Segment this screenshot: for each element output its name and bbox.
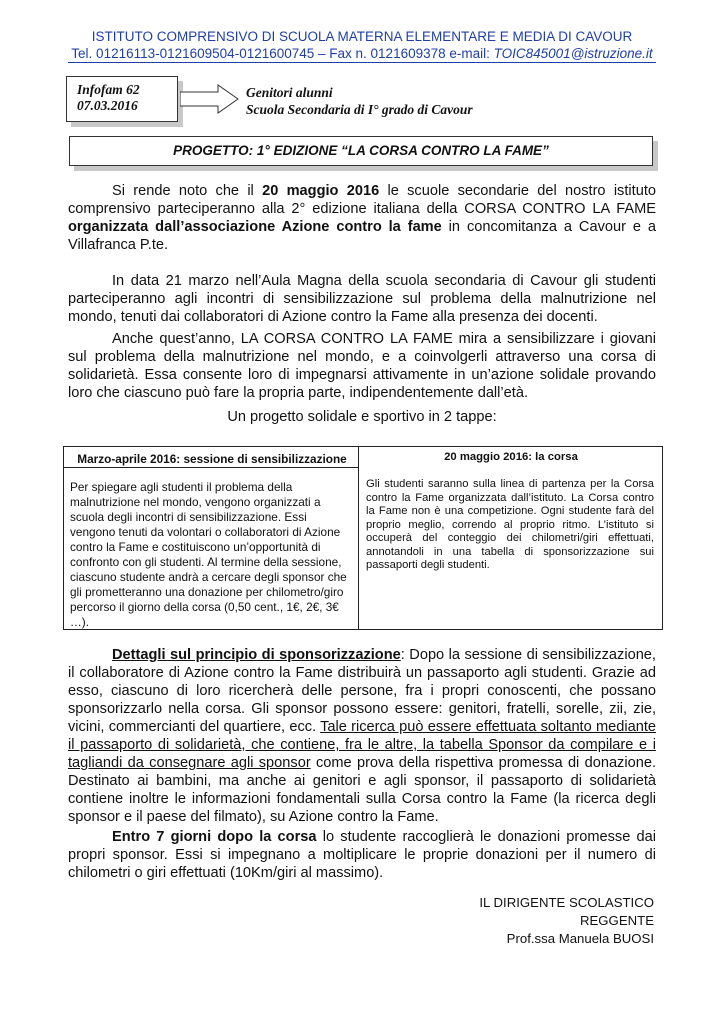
p6-bold: Entro 7 giorni dopo la corsa xyxy=(112,829,317,845)
p5-title: Dettagli sul principio di sponsorizzazione xyxy=(112,647,401,663)
table-column-divider xyxy=(358,447,359,629)
infofam-number: Infofam 62 xyxy=(77,82,140,97)
school-name: ISTITUTO COMPRENSIVO DI SCUOLA MATERNA ELEMENTARE E MEDIA DI CAVOUR xyxy=(91,29,633,44)
recipients-line-1: Genitori alunni xyxy=(246,85,333,100)
stages-table xyxy=(63,446,663,630)
p6-text: lo studente raccoglierà le donazioni promesse dai propri sponsor. Essi si impegnano a moltiplicare le proprie donazioni per il numero di chilometri o giri effettuati (10Km/giri al massimo). xyxy=(68,829,657,881)
p1-date: 20 maggio 2016 xyxy=(262,183,380,199)
stages-intro: Un progetto solidale e sportivo in 2 tappe: xyxy=(227,409,497,425)
p1-text-c: in concomitanza a Cavour e a Villafranca P.te. xyxy=(68,219,657,253)
paragraph-meeting xyxy=(68,272,656,326)
infofam-box xyxy=(66,76,178,122)
p1-text-a: Si rende noto che il xyxy=(112,183,263,199)
paragraph-announcement xyxy=(68,182,656,254)
signature-name: Prof.ssa Manuela BUOSI xyxy=(506,931,654,946)
p3-text: Anche quest’anno, LA CORSA CONTRO LA FAME mira a sensibilizzare i giovani sul problema della malnutrizione nel mondo, e a coinvolgerli attraverso una corsa di solidarietà. Essa consente loro di impegnarsi attivamente in un’azione solidale provando loro che ciascuno può fare la propria parte, indipendentemente dall’età. xyxy=(68,331,656,401)
table-header-rule xyxy=(64,467,358,468)
recipients-line-2: Scuola Secondaria di I° grado di Cavour xyxy=(246,102,473,117)
p2-text: In data 21 marzo nell’Aula Magna della scuola secondaria di Cavour gli studenti parteciperanno agli incontri di sensibilizzazione sul problema della malnutrizione nel mondo, tenuti dai collaboratori di Azione contro la Fame alla presenza dei docenti. xyxy=(68,273,656,325)
p1-organizer: organizzata dall’associazione Azione contro la fame xyxy=(68,219,442,235)
arrow-right-icon xyxy=(180,84,240,114)
project-title: PROGETTO: 1° EDIZIONE “LA CORSA CONTRO LA FAME” xyxy=(69,136,653,166)
signature-role: IL DIRIGENTE SCOLASTICO REGGENTE xyxy=(479,895,654,928)
contact-numbers: Tel. 01216113-0121609504-0121600745 – Fax n. 0121609378 e-mail: xyxy=(71,46,494,61)
infofam-date: 07.03.2016 xyxy=(77,98,138,113)
letterhead xyxy=(0,28,724,62)
paragraph-donations xyxy=(68,828,656,882)
school-contacts xyxy=(0,45,724,62)
p5-text-a: : Dopo la sessione di sensibilizzazione, il collaboratore di Azione contro la Fame distribuirà un passaporto agli studenti. Grazie ad esso, ciascuno di loro ricercherà delle persone, fra i propri conoscenti, che possano sponsorizzarlo nella corsa. Gli sponsor possono essere: genitori, fratelli, sorelle, zii, zie, vicini, commercianti del quartiere, ecc. xyxy=(68,647,656,735)
paragraph-sponsorship xyxy=(68,646,656,826)
paragraph-aim xyxy=(68,330,656,402)
stage-1-text: Per spiegare agli studenti il problema della malnutrizione nel mondo, vengono organizzati a scuola degli incontri di sensibilizzazione. Essi vengono tenuti da volontari o collaboratori di Azione contro la Fame e costituiscono un’opportunità di confronto con gli studenti. Al termine della sessione, ciascuno studente andrà a cercare degli sponsor che gli prometteranno una donazione per chilometro/giro percorso il giorno della corsa (0,50 cent., 1€, 2€, 3€ …). xyxy=(70,480,347,629)
stage-2-header: 20 maggio 2016: la corsa xyxy=(444,451,578,463)
recipients xyxy=(246,84,473,118)
header-divider xyxy=(68,62,656,63)
p5-text-b: come prova della rispettiva promessa di donazione. Destinato ai bambini, ma anche ai genitori e agli sponsor, il passaporto di solidarietà contiene inoltre le informazioni fondamentali sulla Corsa contro la Fame (la ricerca degli sponsor e il paese del filmato), su Azione contro la Fame. xyxy=(68,755,657,825)
signature-block xyxy=(410,894,654,948)
p1-text-b: le scuole secondarie del nostro istituto comprensivo parteciperanno alla 2° edizione italiana della CORSA CONTRO LA FAME xyxy=(68,183,656,217)
email-address: TOIC845001@istruzione.it xyxy=(493,46,653,61)
stage-2-text: Gli studenti saranno sulla linea di partenza per la Corsa contro la Fame organizzata dall’istituto. La Corsa contro la Fame non è una competizione. Ogni studente farà del proprio meglio, correndo al proprio ritmo. L’istituto si occuperà del conteggio dei chilometri/giri effettuati, annotandoli in una tabella di sponsorizzazione sui passaporti degli studenti. xyxy=(366,478,654,571)
p5-underlined: Tale ricerca può essere effettuata soltanto mediante il passaporto di solidarietà, che contiene, fra le altre, la tabella Sponsor da compilare e i tagliandi da consegnare agli sponsor xyxy=(68,719,657,771)
stage-1-header: Marzo-aprile 2016: sessione di sensibilizzazione xyxy=(77,452,347,466)
